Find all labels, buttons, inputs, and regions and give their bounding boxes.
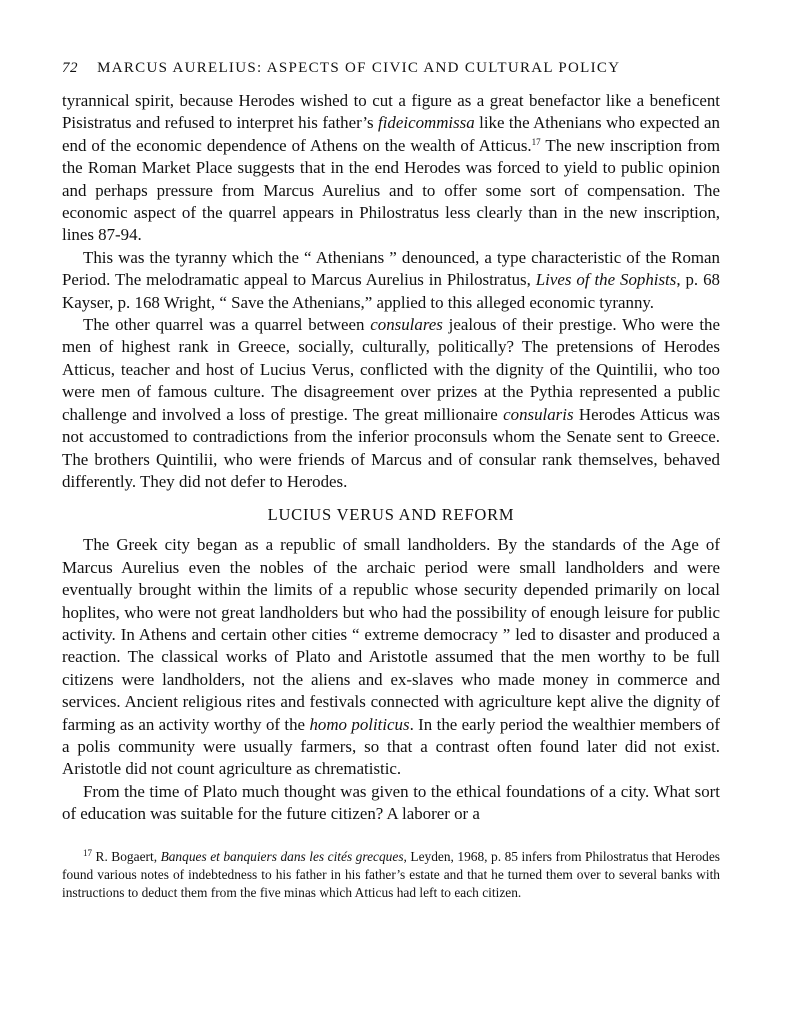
text-run: Herodes Atticus was not accustomed to contradictions from the inferior proconsuls whom the Senate sent to Greece. The brothers Quintilii, who were friends of Marcus and of consular rank themselves, behaved differently. They did not defer to Herodes. [62,404,721,491]
text-run: tyrannical spirit, because Herodes wished to cut a figure as a great benefactor like a beneficent Pisistratus and refused to interpret his father’s [62,91,720,133]
paragraph-3 [62,314,720,493]
footnotes [62,848,720,903]
text-run: This was the tyranny which the “ Athenians ” denounced, a type characteristic of the Roman Period. The melodramatic appeal to Marcus Aurelius in Philostratus, [62,247,720,290]
page-number: 72 [62,60,78,76]
text-run: jealous of their prestige. Who were the men of highest rank in Greece, socially, culturally, politically? The pretensions of Herodes Atticus, teacher and host of Lucius Verus, conflicted with the dignity of the Quintilii, who too were men of famous culture. The disagreement over prizes at the Pythia represented a public challenge and involved a loss of prestige. The great millionaire [62,315,720,424]
footnote-reference[interactable]: 17 [531,136,541,147]
footnote-number: 17 [83,847,92,858]
italic-term: consularis [503,404,574,424]
text-run: , Leyden, 1968, p. 85 infers from Philostratus that Herodes found various notes of indebtedness to his father in his father’s estate and that he turned them over to several banks with instructions to deduct them from the five minas which Atticus had left to each citizen. [62,848,721,901]
page [62,58,720,903]
running-title: MARCUS AURELIUS: ASPECTS OF CIVIC AND CULTURAL POLICY [97,60,621,76]
italic-title: Lives of the Sophists [535,270,677,290]
section-heading: LUCIUS VERUS AND REFORM [267,505,515,525]
paragraph-4 [62,534,720,780]
text-run: like the Athenians who expected an end of the economic dependence of Athens on the wealth of Atticus. [62,113,720,155]
running-head [62,58,720,78]
italic-term: homo politicus [309,714,410,734]
text-run: The Greek city began as a republic of small landholders. By the standards of the Age of Marcus Aurelius even the nobles of the archaic period were small landholders and were eventually brought within the limits of a republic whose security depended primarily on local hoplites, who were not great landholders but who had the possibility of enough leisure for public activity. In Athens and certain other cities “ extreme democracy ” led to disaster and produced a reaction. The classical works of Plato and Aristotle assumed that the men worthy to be full citizens were landholders, not the aliens and ex-slaves who made money in commerce and services. Ancient religious rites and festivals connected with agriculture kept alive the dignity of farming as an activity worthy of the [62,535,720,734]
italic-term: consulares [370,315,443,335]
italic-term: fideicommissa [378,113,475,133]
paragraph-5: From the time of Plato much thought was given to the ethical foundations of a city. What sort of education was suitable for the future citizen? A laborer or a [62,781,720,824]
text-run: R. Bogaert, [92,848,161,864]
text-run: , p. 68 Kayser, p. 168 Wright, “ Save the Athenians,” applied to this alleged economic tyranny. [62,270,720,312]
paragraph-1 [62,90,720,247]
text-run: The other quarrel was a quarrel between [83,315,371,335]
footnote-17 [62,848,720,903]
paragraph-2 [62,247,720,314]
text-run: . In the early period the wealthier members of a polis community were usually farmers, so that a contrast often found later did not exist. Aristotle did not count agriculture as chrematistic. [62,714,720,779]
text-run: The new inscription from the Roman Market Place suggests that in the end Herodes was forced to yield to public opinion and perhaps pressure from Marcus Aurelius and to offer some sort of compensation. The economic aspect of the quarrel appears in Philostratus less clearly than in the new inscription, lines 87-94. [62,135,720,245]
italic-title: Banques et banquiers dans les cités grecques [160,848,404,864]
